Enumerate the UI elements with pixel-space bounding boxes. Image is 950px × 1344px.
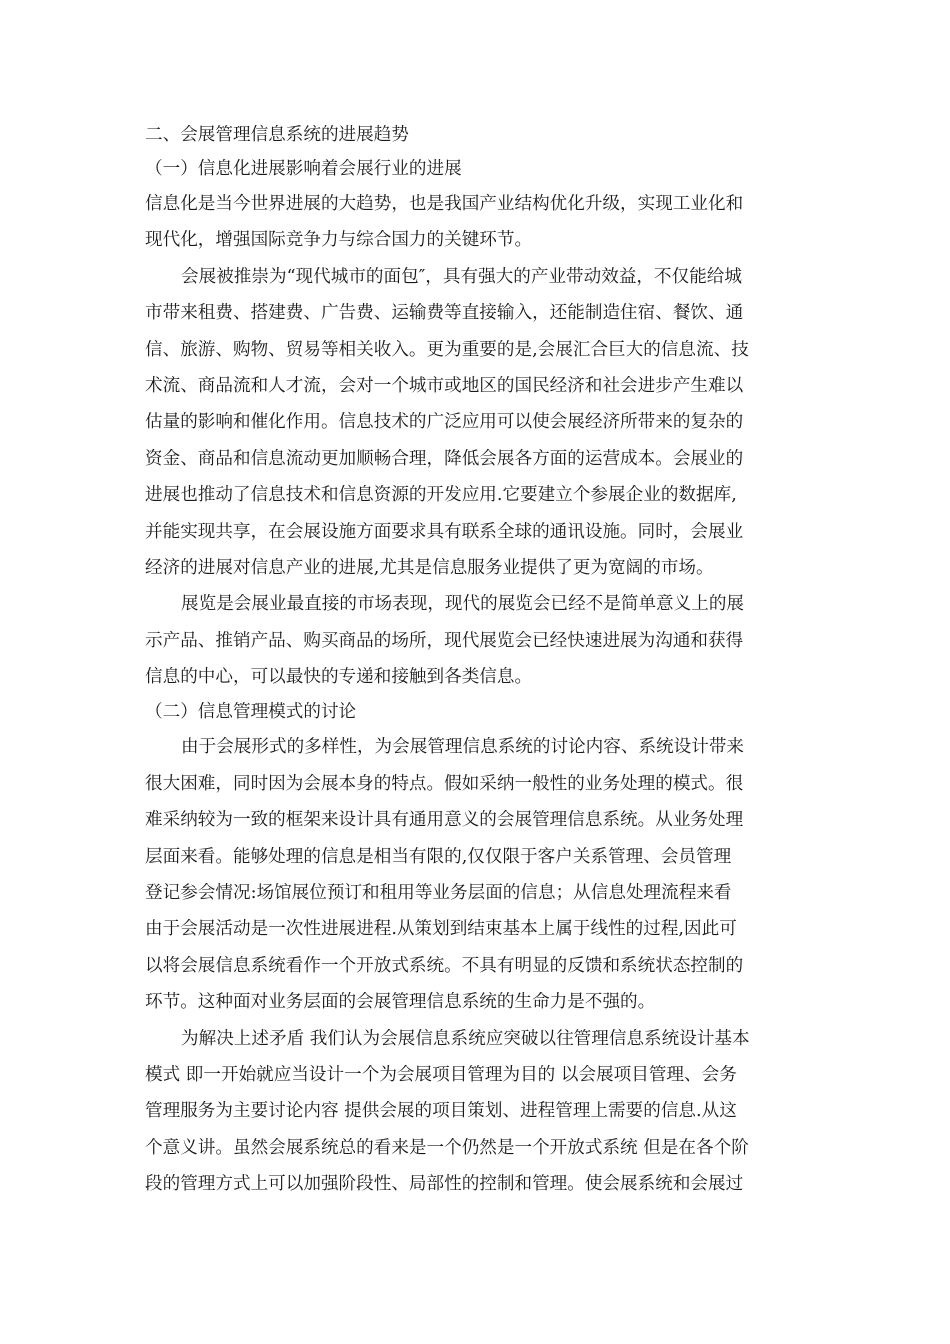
paragraph-line: 会展被推崇为“现代城市的面包″，具有强大的产业带动效益，不仅能给城 xyxy=(181,266,742,287)
paragraph-line: 估量的影响和催化作用。信息技术的广泛应用可以使会展经济所带来的复杂的 xyxy=(145,412,744,433)
paragraph-line: 登记参会情况:场馆展位预订和租用等业务层面的信息；从信息处理流程来看 xyxy=(145,883,732,904)
paragraph-line: 现代化，增强国际竞争力与综合国力的关键环节。 xyxy=(145,230,533,251)
paragraph-line: 信息化是当今世界进展的大趋势，也是我国产业结构优化升级，实现工业化和 xyxy=(145,194,744,214)
paragraph-line: 段的管理方式上可以加强阶段性、局部性的控制和管理。使会展系统和会展过 xyxy=(145,1174,744,1195)
paragraph-line: 市带来租费、搭建费、广告费、运输费等直接输入，还能制造住宿、餐饮、通 xyxy=(145,303,744,324)
paragraph-line: 信、旅游、购物、贸易等相关收入。更为重要的是,会展汇合巨大的信息流、技 xyxy=(145,339,749,360)
section-title: 二、会展管理信息系统的进展趋势 xyxy=(145,125,409,145)
paragraph-line: 个意义讲。虽然会展系统总的看来是一个仍然是一个开放式系统 但是在各个阶 xyxy=(145,1137,749,1158)
paragraph-line: 环节。这种面对业务层面的会展管理信息系统的生命力是不强的。 xyxy=(145,992,656,1013)
paragraph-line: 信息的中心，可以最快的专递和接触到各类信息。 xyxy=(145,667,533,688)
paragraph-line: 术流、商品流和人才流，会对一个城市或地区的国民经济和社会进步产生难以 xyxy=(145,375,744,396)
document-body xyxy=(145,118,805,1203)
paragraph-line: 难采纳较为一致的框架来设计具有通用意义的会展管理信息系统。从业务处理 xyxy=(145,810,744,831)
subsection-title-1: （一）信息化进展影响着会展行业的进展 xyxy=(145,159,462,179)
paragraph-1 xyxy=(145,186,805,259)
paragraph-line: 展览是会展业最直接的市场表现，现代的展览会已经不是简单意义上的展 xyxy=(181,594,745,615)
paragraph-line: 由于会展活动是一次性进展进程.从策划到结束基本上属于线性的过程,因此可 xyxy=(145,919,737,940)
paragraph-line: 层面来看。能够处理的信息是相当有限的,仅仅限于客户关系管理、会员管理 xyxy=(145,846,732,867)
paragraph-line: 由于会展形式的多样性，为会展管理信息系统的讨论内容、系统设计带来 xyxy=(181,737,745,758)
paragraph-line: 为解决上述矛盾 我们认为会展信息系统应突破以往管理信息系统设计基本 xyxy=(181,1028,750,1049)
paragraph-line: 并能实现共享，在会展设施方面要求具有联系全球的通讯设施。同时，会展业 xyxy=(145,521,744,542)
paragraph-line: 资金、商品和信息流动更加顺畅合理，降低会展各方面的运营成本。会展业的 xyxy=(145,448,744,469)
paragraph-line: 经济的进展对信息产业的进展,尤其是信息服务业提供了更为宽阔的市场。 xyxy=(145,557,714,578)
subsection-title-2: （二）信息管理模式的讨论 xyxy=(145,702,357,723)
paragraph-line: 示产品、推销产品、购买商品的场所，现代展览会已经快速进展为沟通和获得 xyxy=(145,630,744,651)
paragraph-line: 模式 即一开始就应当设计一个为会展项目管理为目的 以会展项目管理、会务 xyxy=(145,1064,737,1085)
paragraph-line: 管理服务为主要讨论内容 提供会展的项目策划、进程管理上需要的信息.从这 xyxy=(145,1101,737,1122)
paragraph-4 xyxy=(145,729,805,1020)
paragraph-line: 很大困难，同时因为会展本身的特点。假如采纳一般性的业务处理的模式。很 xyxy=(145,773,744,794)
paragraph-2 xyxy=(145,259,805,587)
paragraph-3 xyxy=(145,586,805,695)
paragraph-5 xyxy=(145,1021,805,1203)
paragraph-line: 进展也推动了信息技术和信息资源的开发应用.它要建立个参展企业的数据库, xyxy=(145,485,737,506)
paragraph-line: 以将会展信息系统看作一个开放式系统。不具有明显的反馈和系统状态控制的 xyxy=(145,955,744,976)
